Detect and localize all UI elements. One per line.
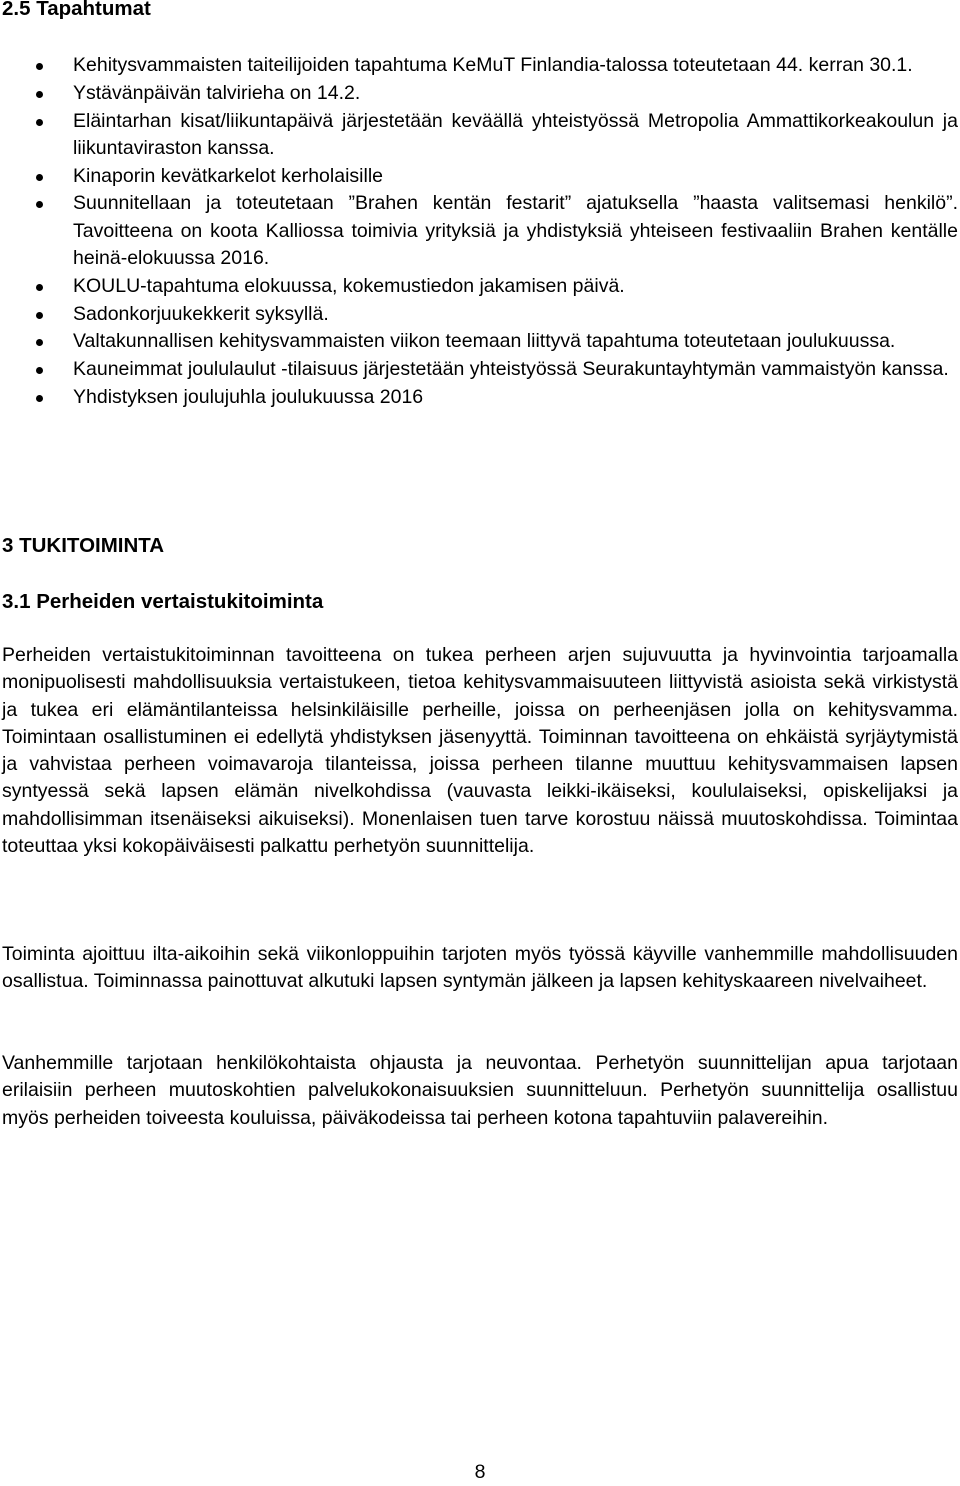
- list-item: [0, 301, 960, 328]
- list-item-text: Ystävänpäivän talvirieha on 14.2.: [73, 81, 361, 104]
- section-heading-3-1: 3.1 Perheiden vertaistukitoiminta: [2, 590, 324, 613]
- bullet-icon: [36, 201, 43, 208]
- bullet-icon: [36, 174, 43, 181]
- bullet-icon: [36, 312, 43, 319]
- list-item-text: Sadonkorjuukekkerit syksyllä.: [73, 302, 329, 325]
- list-item: [0, 163, 960, 190]
- list-item-text: KOULU-tapahtuma elokuussa, kokemustiedon jakamisen päivä.: [73, 274, 625, 297]
- list-item: [0, 356, 960, 383]
- list-item: [0, 273, 960, 300]
- paragraph: Vanhemmille tarjotaan henkilökohtaista ohjausta ja neuvontaa. Perhetyön suunnittelijan apua tarjotaan erilaisiin perheen muutoskohtien palvelukokonaisuuksien suunnitteluun. Perhetyön suunnittelija osallistuu myös perheiden toiveesta kouluissa, päiväkodeissa tai perheen kotona tapahtuviin palavereihin.: [2, 1052, 958, 1129]
- list-item-text: Suunnitellaan ja toteutetaan ”Brahen kentän festarit” ajatuksella ”haasta valitsemasi henkilö”. Tavoitteena on koota Kalliossa toimivia yrityksiä ja yhdistyksiä yhteiseen festivaaliin Brahen kentälle heinä-elokuussa 2016.: [73, 192, 958, 270]
- bullet-icon: [36, 119, 43, 126]
- section-heading-3: 3 TUKITOIMINTA: [2, 534, 165, 557]
- bullet-icon: [36, 63, 43, 70]
- paragraph: Toiminta ajoittuu ilta-aikoihin sekä viikonloppuihin tarjoten myös työssä käyville vanhemmille mahdollisuuden osallistua. Toiminnassa painottuvat alkutuki lapsen syntymän jälkeen ja lapsen kehityskaareen nivelvaiheet.: [2, 943, 958, 993]
- bullet-icon: [36, 367, 43, 374]
- list-item-text: Kinaporin kevätkarkelot kerholaisille: [73, 164, 383, 187]
- bullet-icon: [36, 284, 43, 291]
- list-item: [0, 108, 960, 163]
- list-item-text: Valtakunnallisen kehitysvammaisten viikon teemaan liittyvä tapahtuma toteutetaan joulukuussa.: [73, 330, 896, 353]
- page-number: 8: [474, 1461, 486, 1483]
- list-item-text: Yhdistyksen joulujuhla joulukuussa 2016: [73, 386, 424, 409]
- list-item: [0, 328, 960, 355]
- list-item-text: Kauneimmat joululaulut -tilaisuus järjestetään yhteistyössä Seurakuntayhtymän vammaistyön kanssa.: [73, 358, 949, 381]
- list-item: [0, 80, 960, 107]
- events-list: [0, 52, 960, 412]
- list-item-text: Kehitysvammaisten taiteilijoiden tapahtuma KeMuT Finlandia-talossa toteutetaan 44. kerran 30.1.: [73, 54, 913, 76]
- list-item: [0, 190, 960, 272]
- list-item: [0, 52, 960, 79]
- section-heading-2-5: 2.5 Tapahtumat: [2, 0, 151, 20]
- paragraph: Perheiden vertaistukitoiminnan tavoitteena on tukea perheen arjen sujuvuutta ja hyvinvointia tarjoamalla monipuolisesti mahdollisuuksia vertaistukeen, tietoa kehitysvammaisuuteen liittyvistä asioista sekä virkistystä ja tukea eri elämäntilanteissa helsinkiläisille perheille, joissa on perheenjäsen jolla on kehitysvamma. Toimintaan osallistuminen ei edellytä yhdistyksen jäsenyyttä. Toiminnan tavoitteena on ehkäistä syrjäytymistä ja vahvistaa perheen voimavaroja tilanteissa, joissa perheen tilanne muuttuu kehitysvammaisen lapsen syntyessä sekä lapsen elämän nivelkohdissa (vauvasta leikki-ikäiseksi, koululaiseksi, opiskelijaksi ja mahdollisimman itsenäiseksi aikuiseksi). Monenlaisen tuen tarve korostuu näissä muutoskohdissa. Toimintaa toteuttaa yksi kokopäiväisesti palkattu perhetyön suunnittelija.: [2, 644, 958, 858]
- bullet-icon: [36, 339, 43, 346]
- bullet-icon: [36, 91, 43, 98]
- list-item-text: Eläintarhan kisat/liikuntapäivä järjestetään keväällä yhteistyössä Metropolia Ammattikorkeakoulun ja liikuntaviraston kanssa.: [73, 109, 958, 159]
- bullet-icon: [36, 395, 43, 402]
- list-item: [0, 384, 960, 411]
